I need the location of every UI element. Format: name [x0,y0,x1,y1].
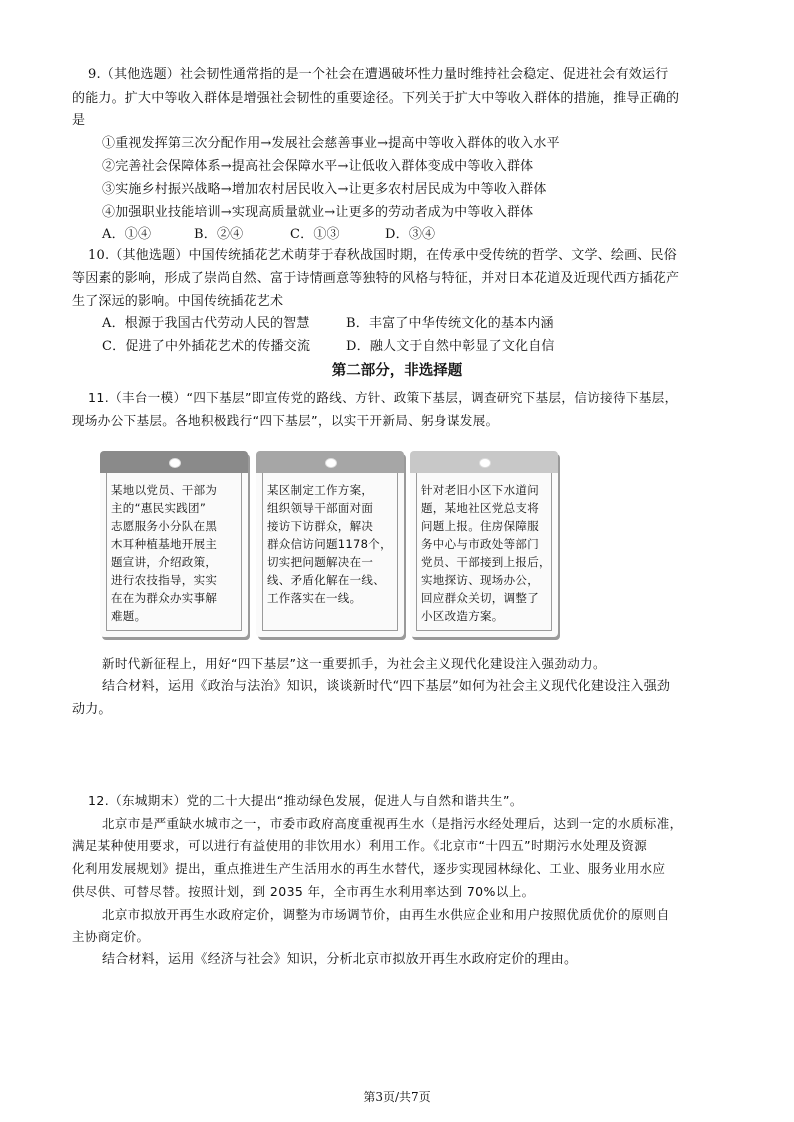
card-dot-icon [325,458,337,468]
question-9-option-c: C．①③ [290,227,340,242]
section-title: 第二部分，非选择题 [331,363,463,379]
card-text-line: 群众信访问题1178个， [267,537,392,551]
question-12-text: 北京市拟放开再生水政府定价，调整为市场调节价，由再生水供应企业和用户按照优质优价的原则自 [102,907,670,922]
card-text-line: 务中心与市政处等部门 [421,537,539,551]
question-10-stem: 等因素的影响，形成了崇尚自然、富于诗情画意等独特的风格与特征，并对日本花道及近现代西方插花产 [72,271,680,286]
question-12-text: 化利用发展规划》提出，重点推进生产生活用水的再生水替代，逐步实现园林绿化、工业、服务业用水应 [72,861,666,876]
question-12-text: 供尽供、可替尽替。按照计划，到 2035 年，全市再生水利用率达到 70%以上。 [72,884,535,899]
question-12-text: 满足某种使用要求，可以进行有益使用的非饮用水）利用工作。《北京市“十四五”时期污水处理及资源 [72,838,648,853]
card-header [100,451,248,473]
card-text-line: 针对老旧小区下水道问 [421,483,539,497]
question-12-text: 主协商定价。 [72,929,150,944]
card-text-line: 党员、干部接到上报后， [421,555,551,569]
card-text-line: 接访下访群众，解决 [267,519,374,533]
question-12-prompt: 结合材料，运用《经济与社会》知识，分析北京市拟放开再生水政府定价的理由。 [102,952,578,967]
card-text-line: 难题。 [111,609,147,623]
question-10-stem: 生了深远的影响。中国传统插花艺术 [72,294,284,309]
question-9-statement: ③实施乡村振兴战略→增加农村居民收入→让更多农村居民成为中等收入群体 [102,182,547,197]
card-header [256,451,404,473]
card-text-line: 木耳种植基地开展主 [111,537,218,551]
card-text-line: 在在为群众办实事解 [111,591,218,605]
question-11-prompt: 结合材料，运用《政治与法治》知识，谈谈新时代“四下基层”如何为社会主义现代化建设注入强劲 [102,679,671,694]
question-12-stem: 12.（东城期末）党的二十大提出“推动绿色发展，促进人与自然和谐共生”。 [88,793,523,808]
question-9-stem: 是 [72,113,86,128]
card-text-line: 线、矛盾化解在一线、 [267,573,385,587]
question-9-stem: 的能力。扩大中等收入群体是增强社会韧性的重要途径。下列关于扩大中等收入群体的措施，推导正确的 [72,91,680,106]
question-10-option-b: B．丰富了中华传统文化的基本内涵 [346,316,554,331]
question-9-statement: ②完善社会保障体系→提高社会保障水平→让低收入群体变成中等收入群体 [102,159,534,174]
card-text-line: 进行农技指导，实实 [111,573,218,587]
page-number: 第3页/共7页 [363,1090,431,1104]
card-dot-icon [169,458,181,468]
question-10-option-c: C．促进了中外插花艺术的传播交流 [102,339,311,354]
card-text-line: 实地探访、现场办公， [421,573,539,587]
question-11-intro: 11.（丰台一模）“四下基层”即宣传党的路线、方针、政策下基层，调查研究下基层，信访接待下基层， [88,390,678,405]
question-9-option-b: B．②④ [194,227,244,242]
card-text-line: 问题上报。住房保障服 [421,519,539,533]
card-text-line: 主的“惠民实践团” [111,501,207,515]
question-9-statement: ①重视发挥第三次分配作用→发展社会慈善事业→提高中等收入群体的收入水平 [102,136,560,151]
card-text-line: 某地以党员、干部为 [111,483,218,497]
question-11-intro: 现场办公下基层。各地积极践行“四下基层”，以实干开新局、躬身谋发展。 [72,413,499,428]
question-9-option-d: D．③④ [385,227,436,242]
question-10-stem: 10.（其他选题）中国传统插花艺术萌芽于春秋战国时期，在传承中受传统的哲学、文学、绘画、民俗 [88,248,677,263]
question-9-option-a: A．①④ [102,227,152,242]
card-text-line: 工作落实在一线。 [267,591,362,605]
question-10-option-d: D．融人文于自然中彰显了文化自信 [346,339,555,354]
card-dot-icon [479,458,491,468]
question-9-statement: ④加强职业技能培训→实现高质量就业→让更多的劳动者成为中等收入群体 [102,205,534,220]
question-10-option-a: A．根源于我国古代劳动人民的智慧 [102,316,310,331]
card-header [410,451,558,473]
card-text-line: 小区改造方案。 [421,609,504,623]
card-text-line: 回应群众关切，调整了 [421,591,539,605]
question-11-prompt: 动力。 [72,702,112,717]
card-text-line: 切实把问题解决在一 [267,555,374,569]
question-9-stem: 9.（其他选题）社会韧性通常指的是一个社会在遭遇破坏性力量时维持社会稳定、促进社会有效运行 [88,67,669,82]
card-text-line: 组织领导干部面对面 [267,501,374,515]
card-text-line: 题宣讲，介绍政策， [111,555,218,569]
material-card-2 [256,451,404,637]
card-text-line: 某区制定工作方案， [267,483,374,497]
question-11-text: 新时代新征程上，用好“四下基层”这一重要抓手，为社会主义现代化建设注入强劲动力。 [102,656,606,671]
card-text-line: 志愿服务小分队在黑 [111,519,218,533]
card-text-line: 题，某地社区党总支将 [421,501,539,515]
question-12-text: 北京市是严重缺水城市之一，市委市政府高度重视再生水（是指污水经处理后，达到一定的水质标准， [102,816,683,831]
material-card-1 [100,451,248,637]
material-card-3 [410,451,558,637]
